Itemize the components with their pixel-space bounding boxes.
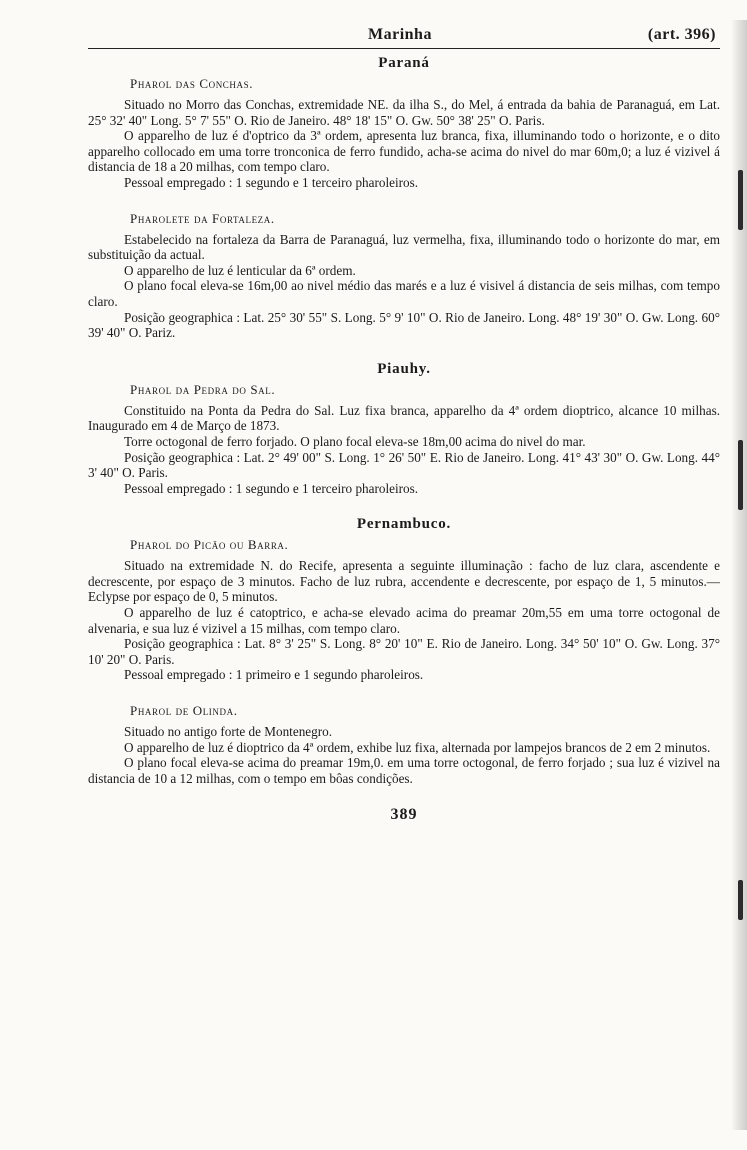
section-piauhy xyxy=(88,361,720,497)
entry-pharolete-da-fortaleza xyxy=(88,211,720,341)
document-page xyxy=(88,24,720,824)
entry-pharol-da-pedra-do-sal xyxy=(88,382,720,497)
paragraph: O apparelho de luz é lenticular da 6ª ordem. xyxy=(124,262,356,278)
entry-pharol-das-conchas xyxy=(88,76,720,191)
paragraph: Torre octogonal de ferro forjado. O plano focal eleva-se 18m,00 acima do nivel do mar. xyxy=(124,433,586,449)
binding-mark xyxy=(738,440,743,510)
page-number: 389 xyxy=(390,806,418,824)
entry-title: Pharol das Conchas. xyxy=(130,76,254,91)
entry-title: Pharol da Pedra do Sal. xyxy=(130,381,276,397)
paragraph: O plano focal eleva-se acima do preamar 19m,0. em uma torre octogonal, de ferro forjado ; sua luz é vizivel na distancia de 10 a 12 milhas, com o tempo em bôas condições. xyxy=(88,755,720,786)
paragraph: Posição geographica : Lat. 8° 3' 25" S. Long. 8° 20' 10" E. Rio de Janeiro. Long. 34° 50' 10" O. Gw. Long. 37° 10' 20" O. Paris. xyxy=(88,636,720,667)
paragraph: Situado no antigo forte de Montenegro. xyxy=(124,724,333,740)
entry-pharol-de-olinda xyxy=(88,703,720,786)
entry-title: Pharol de Olinda. xyxy=(130,703,238,719)
entry-title: Pharol do Picão ou Barra. xyxy=(130,537,289,553)
paragraph: O apparelho de luz é dioptrico da 4ª ordem, exhibe luz fixa, alternada por lampejos brancos de 2 em 2 minutos. xyxy=(124,739,711,755)
paragraph: Posição geographica : Lat. 2° 49' 00" S. Long. 1° 26' 50" E. Rio de Janeiro. Long. 41° 43' 30" O. Gw. Long. 44° 3' 40" O. Paris. xyxy=(88,449,720,481)
paragraph: Estabelecido na fortaleza da Barra de Paranaguá, luz vermelha, fixa, illuminando todo o horizonte do mar, em substituição da actual. xyxy=(88,231,720,263)
paragraph: Situado na extremidade N. do Recife, apresenta a seguinte illuminação : facho de luz clara, ascendente e decrescente, por espaço de 3 minutos. Facho de luz rubra, accendente e decrescente, por espaço de 1, 5 minutos.— Eclypse por espaço de 0, 5 minutos. xyxy=(88,558,720,605)
paragraph: Posição geographica : Lat. 25° 30' 55" S. Long. 5° 9' 10" O. Rio de Janeiro. Long. 48° 19' 30" O. Gw. Long. 60° 39' 40" O. Pariz. xyxy=(88,309,720,341)
running-head-title: Marinha xyxy=(368,26,432,43)
running-head xyxy=(88,24,720,49)
section-pernambuco xyxy=(88,516,720,786)
paragraph: Pessoal empregado : 1 primeiro e 1 segundo pharoleiros. xyxy=(124,667,424,683)
paragraph: Constituido na Ponta da Pedra do Sal. Luz fixa branca, apparelho da 4ª ordem dioptrico, alcance 10 milhas. Inaugurado em 4 de Março de 1873. xyxy=(88,402,720,434)
paragraph: Pessoal empregado : 1 segundo e 1 terceiro pharoleiros. xyxy=(124,174,419,190)
section-title: Piauhy. xyxy=(377,360,431,377)
binding-mark xyxy=(738,880,743,920)
paragraph: O plano focal eleva-se 16m,00 ao nivel médio das marés e a luz é visivel á distancia de seis milhas, com tempo claro. xyxy=(88,278,720,309)
paragraph: O apparelho de luz é d'optrico da 3ª ordem, apresenta luz branca, fixa, illuminando todo o horizonte, e o dito apparelho collocado em uma torre tronconica de ferro fundido, acha-se acima do nivel do mar 60m,0; a luz é vizivel á distancia de 18 a 20 milhas, com tempo claro. xyxy=(88,128,720,175)
section-title: Paraná xyxy=(378,55,430,71)
binding-mark xyxy=(738,170,743,230)
paragraph: Situado no Morro das Conchas, extremidade NE. da ilha S., do Mel, á entrada da bahia de Paranaguá, em Lat. 25° 32' 40" Long. 5° 7' 55" O. Rio de Janeiro. 48° 18' 15" O. Gw. 50° 38' 25" O. Paris. xyxy=(88,97,720,128)
paragraph: O apparelho de luz é catoptrico, e acha-se elevado acima do preamar 20m,55 em uma torre octogonal de alvenaria, e sua luz é vizivel a 15 milhas, com tempo claro. xyxy=(88,605,720,636)
section-title: Pernambuco. xyxy=(356,516,452,533)
section-parana xyxy=(88,55,720,341)
paragraph: Pessoal empregado : 1 segundo e 1 terceiro pharoleiros. xyxy=(124,480,419,496)
entry-title: Pharolete da Fortaleza. xyxy=(130,210,275,226)
entry-pharol-do-picao xyxy=(88,537,720,683)
running-head-article: (art. 396) xyxy=(647,26,716,43)
